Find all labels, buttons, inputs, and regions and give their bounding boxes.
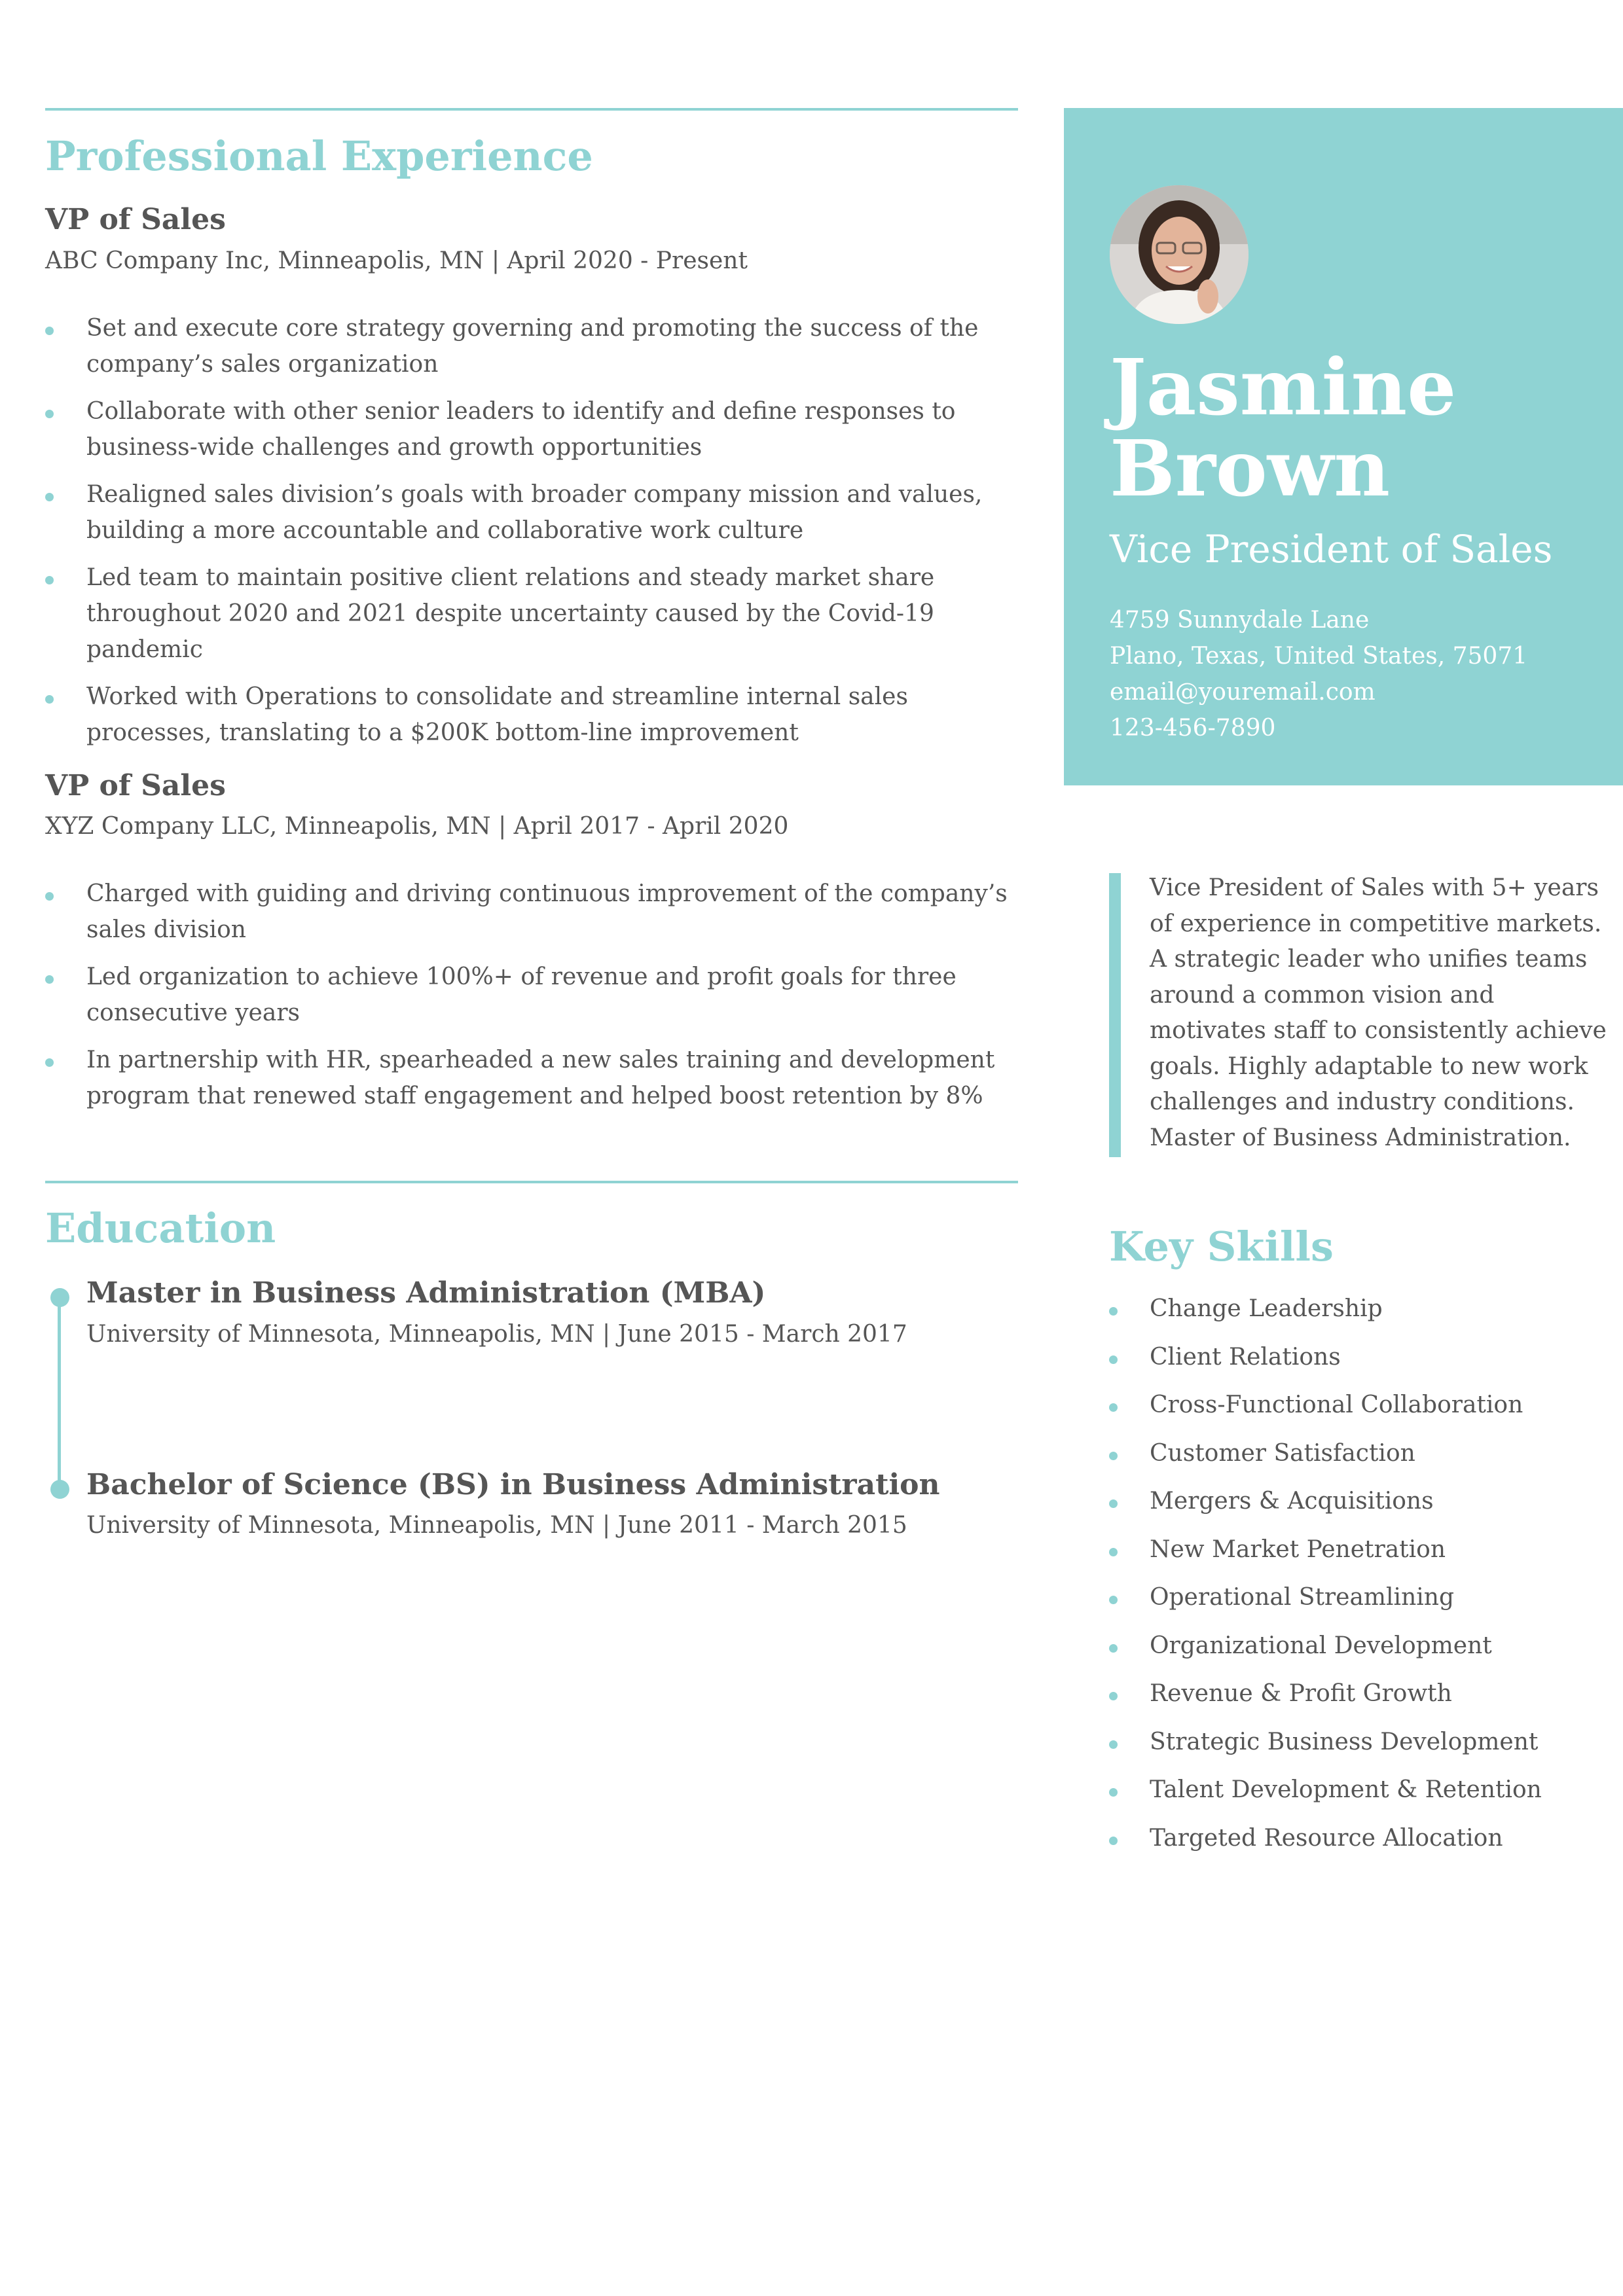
bullet-text: Led organization to achieve 100%+ of revenue and profit goals for three consecutive years [86,963,957,1026]
skill-label: Change Leadership [1150,1295,1383,1322]
bullet-dot-icon [45,695,54,704]
list-item [45,959,1018,1031]
bullet-dot-icon [45,493,54,501]
skill-label: Client Relations [1150,1343,1341,1371]
job-meta: ABC Company Inc, Minneapolis, MN | April 2020 - Present [45,247,748,274]
skill-item [1109,1483,1613,1532]
degree-meta: University of Minnesota, Minneapolis, MN | June 2015 - March 2017 [86,1321,907,1348]
skill-label: Revenue & Profit Growth [1150,1680,1452,1707]
phone-number: 123-456-7890 [1110,715,1276,742]
list-item [45,1042,1018,1114]
first-name: Jasmine [1110,342,1457,433]
bullet-dot-icon [45,410,54,418]
bullet-text: Led team to maintain positive client relations and steady market share throughout 2020 and 2021 despite uncertainty caused by the Covid-19 pandemic [86,564,935,663]
bullet-dot-icon [45,576,54,584]
bullet-dot-icon [1109,1499,1118,1508]
skill-item [1109,1628,1613,1676]
bullet-dot-icon [1109,1596,1118,1604]
skill-label: Targeted Resource Allocation [1150,1824,1503,1852]
bullet-text: Worked with Operations to consolidate and streamline internal sales processes, translating to a $200K bottom-line improvement [86,683,908,746]
skill-item [1109,1579,1613,1628]
city-line: Plano, Texas, United States, 75071 [1110,643,1528,670]
skill-label: Mergers & Acquisitions [1150,1488,1434,1515]
full-name [1110,342,1457,514]
bullet-dot-icon [1109,1452,1118,1460]
bullet-dot-icon [1109,1548,1118,1556]
address-line: 4759 Sunnydale Lane [1110,607,1370,634]
list-item [45,310,1018,382]
job-title: VP of Sales [45,203,226,236]
skill-label: New Market Penetration [1150,1535,1446,1563]
bullet-dot-icon [1109,1644,1118,1653]
degree-title: Bachelor of Science (BS) in Business Administration [86,1468,940,1501]
skill-item [1109,1532,1613,1580]
list-item [45,393,1018,465]
skill-label: Operational Streamlining [1150,1584,1454,1611]
bullet-dot-icon [45,1058,54,1067]
bullet-dot-icon [1109,1692,1118,1700]
skills-list [1109,1291,1613,1868]
skill-item [1109,1676,1613,1724]
skill-item [1109,1435,1613,1484]
list-item [45,476,1018,548]
skill-label: Customer Satisfaction [1150,1439,1415,1467]
section-divider [45,108,1018,111]
bullet-text: Collaborate with other senior leaders to identify and define responses to business-wide challenges and growth opportunities [86,398,956,461]
list-item [45,876,1018,948]
bullet-dot-icon [45,975,54,984]
bullet-dot-icon [1109,1837,1118,1845]
bullet-text: Charged with guiding and driving continuous improvement of the company’s sales division [86,880,1008,943]
bullet-dot-icon [1109,1740,1118,1749]
bullet-text: Realigned sales division’s goals with broader company mission and values, building a more accountable and collaborative work culture [86,481,983,544]
experience-heading: Professional Experience [45,132,593,180]
skill-item [1109,1724,1613,1772]
email-link[interactable]: email@youremail.com [1110,679,1376,706]
bullet-text: In partnership with HR, spearheaded a new sales training and development program that renewed staff engagement and helped boost retention by 8% [86,1047,995,1109]
profile-photo [1110,185,1249,324]
skill-item [1109,1339,1613,1388]
timeline-dot-icon [50,1288,69,1307]
bullet-dot-icon [1109,1788,1118,1797]
profile-header [1064,108,1623,785]
skill-item [1109,1772,1613,1820]
skill-item [1109,1291,1613,1339]
bullet-dot-icon [1109,1307,1118,1316]
skill-label: Strategic Business Development [1150,1728,1539,1755]
last-name: Brown [1110,423,1390,514]
skill-label: Organizational Development [1150,1632,1492,1659]
job-meta: XYZ Company LLC, Minneapolis, MN | April 2017 - April 2020 [45,813,789,840]
education-heading: Education [45,1204,276,1252]
avatar-icon [1110,185,1249,324]
degree-meta: University of Minnesota, Minneapolis, MN | June 2011 - March 2015 [86,1512,907,1539]
job-role: Vice President of Sales [1110,527,1553,571]
list-item [45,679,1018,751]
professional-summary: Vice President of Sales with 5+ years of experience in competitive markets. A strategic leader who unifies teams around a common vision and motivates staff to consistently achieve goals. Highly adaptable to new work challenges and industry conditions. Master of Business Administration. [1150,874,1607,1151]
contact-list [1110,602,1527,746]
skills-heading: Key Skills [1109,1223,1334,1270]
job-bullets [45,310,1018,751]
skill-item [1109,1387,1613,1435]
bullet-dot-icon [1109,1355,1118,1364]
bullet-text: Set and execute core strategy governing and promoting the success of the company’s sales organization [86,315,979,378]
degree-title: Master in Business Administration (MBA) [86,1276,766,1310]
timeline-line [58,1297,61,1489]
timeline-dot-icon [50,1480,69,1499]
list-item [45,560,1018,668]
bullet-dot-icon [45,327,54,335]
summary-accent-bar [1109,873,1121,1157]
job-title: VP of Sales [45,769,226,802]
bullet-dot-icon [45,892,54,901]
skill-label: Talent Development & Retention [1150,1776,1542,1803]
section-divider [45,1181,1018,1183]
job-bullets [45,876,1018,1114]
skill-label: Cross-Functional Collaboration [1150,1391,1523,1418]
skill-item [1109,1820,1613,1869]
bullet-dot-icon [1109,1403,1118,1412]
